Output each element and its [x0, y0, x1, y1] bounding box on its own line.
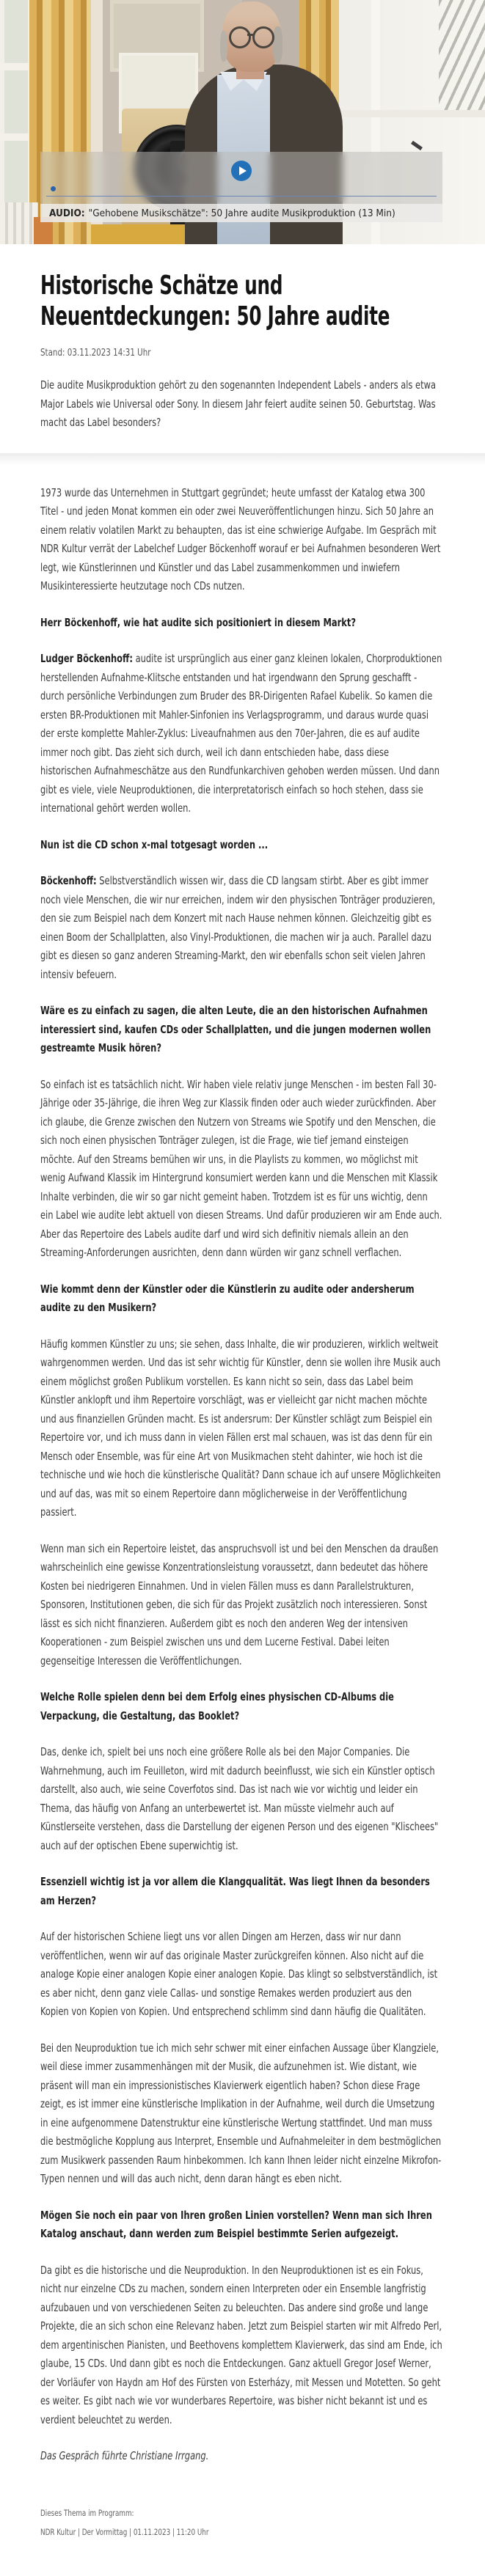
header-divider	[0, 453, 485, 465]
program-info-footer	[0, 2484, 485, 2576]
interview-answer: Wenn man sich ein Repertoire leistet, das anspruchsvoll ist und bei den Menschen da draußen wahrscheinlich eine gewisse Konzentrationsleistung voraussetzt, dann bedeutet das höhere Kosten bei niedrigeren Einnahmen. Und in vielen Fällen muss es dann Parallelstrukturen, Sponsoren, Institutionen geben, die sich für das Projekt zusätzlich noch interessieren. Sonst lässt es sich nicht finanzieren. Außerdem gibt es noch den anderen Weg der intensiven Kooperationen - zum Beispiel zwischen uns und dem Lucerne Festival. Dabei leiten gegenseitige Interessen die Veröffentlichungen.	[40, 1541, 439, 1667]
interview-question: Wäre es zu einfach zu sagen, die alten Leute, die an den historischen Aufnahmen interessiert sind, kaufen CDs oder Schallplatten, und die jungen modernen wollen gestreamte Musik hören?	[40, 1004, 431, 1054]
audio-caption-bar	[40, 204, 442, 222]
audio-progress-thumb[interactable]	[51, 186, 56, 191]
article-body	[0, 465, 485, 2466]
audio-caption-label: AUDIO:	[49, 207, 85, 219]
interview-answer: Da gibt es die historische und die Neuproduktion. In den Neuproduktionen ist es ein Fokus, nicht nur einzelne CDs zu machen, sondern einen Interpreten oder ein Ensemble langfristig aufzubauen und von verschiedenen Seiten zu beleuchten. Das andere sind große und lange Projekte, die an sich schon eine Relevanz haben. Jetzt zum Beispiel starten wir mit Alfredo Perl, dem argentinischen Pianisten, und Beethovens komplettem Klavierwerk, das sind am Ende, ich glaube, 15 CDs. Und dann gibt es noch die Entdeckungen. Ganz aktuell Gregor Josef Werner, der Vorläufer von Haydn am Hof des Fürsten von Esterházy, mit Messen und Motetten. So geht es weiter. Es gibt nach wie vor wunderbares Repertoire, was bisher nicht bekannt ist und es verdient beleuchtet zu werden.	[40, 2263, 442, 2426]
audio-progress-slider[interactable]	[46, 196, 437, 197]
audio-caption-text: "Gehobene Musikschätze": 50 Jahre audite Musikproduktion (13 Min)	[88, 207, 395, 219]
interview-credit: Das Gespräch führte Christiane Irrgang.	[40, 2449, 209, 2462]
page-title-line1: Historische Schätze und	[40, 271, 283, 301]
interview-answer: Häufig kommen Künstler zu uns; sie sehen, dass Inhalte, die wir produzieren, wirklich weltweit wahrgenommen werden. Und das ist sehr wichtig für Künstler, denn sie wollen ihre Musik auch einem möglichst großen Publikum vorstellen. Es kann nicht so sein, dass das Label beim Künstler anklopft und ihm Repertoire vorschlägt, was er vielleicht gar nicht machen möchte und aus finanziellen Gründen macht. Es ist andersrum: Der Künstler schlägt zum Beispiel ein Repertoire vor, und ich muss dann in vielen Fällen erst mal schauen, was ist das denn für ein Mensch oder Ensemble, was für eine Art von Musikmachen steht dahinter, wie hoch ist die technische und wie hoch die künstlerische Qualität? Dann schaue ich auf unsere Möglichkeiten und auf das, was mit so einem Repertoire dann möglicherweise in der Veröffentlichung passiert.	[40, 1337, 441, 1519]
hero-person-glasses	[252, 26, 274, 48]
interview-question: Essenziell wichtig ist ja vor allem die Klangqualität. Was liegt Ihnen da besonders am Herzen?	[40, 1875, 430, 1907]
interview-question: Wie kommt denn der Künstler oder die Künstlerin zu audite oder andersherum audite zu den Musikern?	[40, 1282, 415, 1314]
hero-person-glasses-bridge	[247, 34, 253, 36]
hero-person-hair	[220, 31, 227, 62]
interview-answer: Ludger Böckenhoff: audite ist ursprünglich aus einer ganz kleinen lokalen, Chorproduktionen herstellenden Aufnahme-Klitsche entstanden und hat irgendwann den Sprung geschafft - durch persönliche Verbindungen zum Bruder des BR-Dirigenten Rafael Kubelik. So kamen die ersten BR-Produktionen mit Mahler-Sinfonien ins Verlagsprogramm, und daraus wurde quasi der erste komplette Mahler-Zyklus: Liveaufnahmen aus den 70er-Jahren, die es auf audite immer noch gibt. Das zieht sich durch, weil ich dann entschieden habe, dass diese historischen Aufnahmeschätze aus den Rundfunkarchiven gehoben werden müssen. Und dann gibt es viele, viele Neuproduktionen, die interpretatorisch einfach so hoch stehen, dass sie international gehört werden wollen.	[40, 652, 442, 815]
article-hero-photo	[0, 0, 485, 244]
article-lead: Die audite Musikproduktion gehört zu den sogenannten Independent Labels - anders als etwa Major Labels wie Universal oder Sony. In diesem Jahr feiert audite seinen 50. Geburtstag. Was macht das Label besonders?	[40, 378, 437, 429]
play-button[interactable]	[231, 161, 252, 181]
hero-radiator	[0, 202, 38, 244]
speaker-name: Böckenhoff:	[40, 874, 97, 887]
program-info-label: Dieses Thema im Programm:	[40, 2507, 134, 2518]
interview-question: Mögen Sie noch ein paar von Ihren großen Linien vorstellen? Wenn man sich Ihren Katalog anschaut, dann werden zum Beispiel bestimmte Serien aufgezeigt.	[40, 2208, 432, 2240]
interview-answer: Bei den Neuproduktion tue ich mich sehr schwer mit einer einfachen Aussage über Klangziele, weil diese immer zusammenhängen mit der Musik, die aufzunehmen ist. Wie distant, wie präsent will man ein impressionistisches Klavierwerk eigentlich haben? Schon diese Frage zeigt, es ist immer eine künstlerische Implikation in der Aufnahme, weil durch die Umsetzung in eine aufgenommene Datenstruktur eine künstlerische Wertung stattfindet. Und man muss die bestmögliche Kopplung aus Interpret, Ensemble und Aufnahmeleiter in dem bestmöglichen zum Musikwerk passenden Raum hinbekommen. Ich kann Ihnen leider nicht einzelne Mikrofon-Typen nennen und will das auch nicht, denn daran hängt es eben nicht.	[40, 2041, 442, 2185]
interview-answer: So einfach ist es tatsächlich nicht. Wir haben viele relativ junge Menschen - im besten Fall 30-Jährige oder 35-Jährige, die ihren Weg zur Klassik finden oder auch wieder zurückfinden. Aber ich glaube, die Grenze zwischen den Nutzern von Streams wie Spotify und den Menschen, die sich noch einen physischen Tonträger zulegen, ist die Frage, wie tief jemand einsteigen möchte. Auf den Streams bemühen wir uns, in die Playlists zu kommen, wo möglichst mit wenig Aufwand Klassik im Hintergrund konsumiert werden kann und die Menschen mit Klassik Inhalte verbinden, die wir so gar nicht gemeint haben. Trotzdem ist es für uns wichtig, denn ein Label wie audite lebt aktuell von diesen Streams. Und dafür produzieren wir am Ende auch. Aber das Repertoire des Labels audite darf und wird sich definitiv niemals allein an den Streaming-Anforderungen ausrichten, denn dann würden wir ganz schnell verflachen.	[40, 1077, 442, 1259]
speaker-name: Ludger Böckenhoff:	[40, 652, 133, 665]
article-date: Stand: 03.11.2023 14:31 Uhr	[40, 347, 151, 359]
article-header	[0, 244, 485, 433]
hero-person-glasses	[229, 26, 251, 48]
article-paragraph: 1973 wurde das Unternehmen in Stuttgart gegründet; heute umfasst der Katalog etwa 300 Titel - und jeden Monat kommen ein oder zwei Neuveröffentlichungen hinzu. Sich 50 Jahre an einem relativ volatilen Markt zu behaupten, das ist eine schwierige Aufgabe. Im Gespräch mit NDR Kultur verrät der Labelchef Ludger Böckenhoff worauf er bei Aufnahmen besonderen Wert legt, wie Künstlerinnen und Künstler und das Label zusammenkommen und inwiefern Musikinteressierte heutzutage noch CDs nutzen.	[40, 485, 441, 592]
hero-person-hair	[273, 26, 282, 63]
interview-question: Nun ist die CD schon x-mal totgesagt worden ...	[40, 837, 269, 851]
interview-answer: Böckenhoff: Selbstverständlich wissen wir, dass die CD langsam stirbt. Aber es gibt immer noch viele Menschen, die wir nur erreichen, indem wir den physischen Tonträger produzieren, den sie zum Beispiel nach dem Konzert mit nach Hause nehmen können. Gleichzeitig gibt es einen Boom der Schallplatten, also Vinyl-Produktionen, die machen wir ja auch. Parallel dazu gibt es diesen so ganz anderen Streaming-Markt, den wir ebenfalls schon seit vielen Jahren intensiv befeuern.	[40, 874, 436, 981]
hero-window-foliage	[439, 0, 485, 110]
interview-answer: Das, denke ich, spielt bei uns noch eine größere Rolle als bei den Major Companies. Die Wahrnehmung, auch im Feuilleton, wird mit dadurch beeinflusst, wie sich ein Künstler optisch darstellt, also auch, wie seine Coverfotos sind. Das ist nach wie vor wichtig und leider ein Thema, das häufig von Anfang an unterbewertet ist. Man müsste vielmehr auch auf Künstlerseite verstehen, dass die Darstellung der eigenen Person und des eigenen "Klischees" auch auf der optischen Ebene superwichtig ist.	[40, 1745, 439, 1852]
program-info-details[interactable]: NDR Kultur | Der Vormittag | 01.11.2023 | 11:20 Uhr	[40, 2526, 209, 2537]
page-title-line2: Neuentdeckungen: 50 Jahre audite	[40, 301, 390, 331]
interview-answer: Auf der historischen Schiene liegt uns vor allen Dingen am Herzen, dass wir nur dann veröffentlichen, wenn wir auf das originale Master zurückgreifen können. Also nicht auf die analoge Kopie einer analogen Kopie einer analogen Kopie. Das klingt so selbstverständlich, ist es aber nicht, denn ganz viele Callas- und sonstige Remakes werden produziert aus den Kopien von Kopien von Kopien. Und entsprechend schlimm sind dann häufig die Qualitäten.	[40, 1930, 438, 2018]
interview-question: Welche Rolle spielen denn bei dem Erfolg eines physischen CD-Albums die Verpackung, die Gestaltung, das Booklet?	[40, 1690, 394, 1722]
hero-window-sill	[339, 110, 485, 117]
audio-player	[40, 152, 442, 204]
page-title	[40, 271, 442, 332]
interview-question: Herr Böckenhoff, wie hat audite sich positioniert in diesem Markt?	[40, 615, 357, 629]
